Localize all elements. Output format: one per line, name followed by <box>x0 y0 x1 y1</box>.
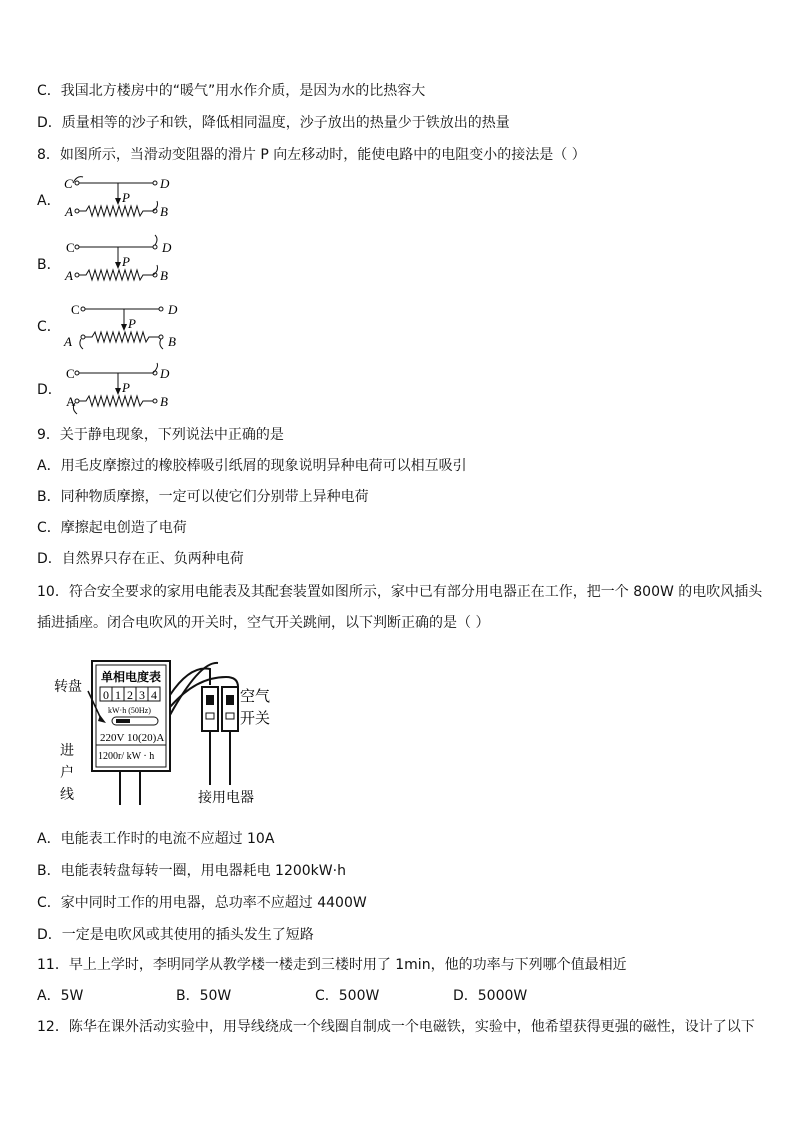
incoming-char: 进 <box>60 744 74 759</box>
digit: 0 <box>103 688 109 702</box>
q11-option-d: D．5000W <box>453 988 528 1004</box>
q10-option-d: D．一定是电吹风或其使用的插头发生了短路 <box>37 927 314 943</box>
rheostat-b <box>64 235 172 283</box>
q8-option-d-label: D． <box>37 382 62 398</box>
incoming-char: 线 <box>60 788 74 803</box>
terminal-b: B <box>168 334 176 349</box>
terminal-c: C <box>71 302 80 317</box>
terminal-d: D <box>160 366 170 381</box>
rheostat-d <box>66 363 170 414</box>
terminal-a: A <box>65 204 73 219</box>
q8-option-b-label: B． <box>37 257 61 273</box>
digit: 3 <box>139 688 145 702</box>
air-switch-label-2: 开关 <box>240 711 271 727</box>
q12-stem: 12．陈华在课外活动实验中，用导线绕成一个线圈自制成一个电磁铁，实验中，他希望获得更强的磁性，设计了以下 <box>37 1019 755 1035</box>
incoming-label <box>60 743 74 803</box>
terminal-b: B <box>160 204 168 219</box>
terminal-d: D <box>162 240 172 255</box>
terminal-c: C <box>66 240 75 255</box>
terminal-d: D <box>160 176 170 191</box>
meter-title: 单相电度表 <box>100 670 162 684</box>
rheostat-figures <box>60 170 190 420</box>
slider-p: P <box>122 380 130 395</box>
meter-digits <box>100 687 160 702</box>
q9-option-c: C．摩擦起电创造了电荷 <box>37 520 187 536</box>
load-label: 接用电器 <box>198 791 254 806</box>
q9-option-d: D．自然界只存在正、负两种电荷 <box>37 551 244 567</box>
meter-rating: 220V 10(20)A <box>100 732 165 744</box>
turntable-label: 转盘 <box>54 680 82 695</box>
q11-stem: 11．早上上学时，李明同学从教学楼一楼走到三楼时用了 1min，他的功率与下列哪个值最相近 <box>37 957 627 973</box>
q7-option-d: D．质量相等的沙子和铁，降低相同温度，沙子放出的热量少于铁放出的热量 <box>37 115 510 131</box>
terminal-b: B <box>160 394 168 409</box>
slider-p: P <box>122 254 130 269</box>
q11-option-c: C．500W <box>315 988 380 1004</box>
terminal-b: B <box>160 268 168 283</box>
q10-option-a: A．电能表工作时的电流不应超过 10A <box>37 831 275 847</box>
air-switch <box>202 687 238 731</box>
q10-option-c: C．家中同时工作的用电器，总功率不应超过 4400W <box>37 895 367 911</box>
slider-p: P <box>122 190 130 205</box>
terminal-a: A <box>66 394 76 409</box>
q10-stem-line1: 10．符合安全要求的家用电能表及其配套装置如图所示，家中已有部分用电器正在工作，把一个 800W 的电吹风插头 <box>37 584 763 600</box>
q8-option-c-label: C． <box>37 319 61 335</box>
slider-p: P <box>128 316 136 331</box>
q9-option-b: B．同种物质摩擦，一定可以使它们分别带上异种电荷 <box>37 489 369 505</box>
q8-option-a-label: A． <box>37 193 61 209</box>
terminal-a: A <box>64 334 72 349</box>
terminal-a: A <box>65 268 73 283</box>
terminal-d: D <box>168 302 178 317</box>
meter-unit: kW·h (50Hz) <box>108 706 151 715</box>
q10-option-b: B．电能表转盘每转一圈，用电器耗电 1200kW·h <box>37 863 346 879</box>
air-switch-label-1: 空气 <box>240 689 271 705</box>
q7-option-c: C．我国北方楼房中的“暖气”用水作介质，是因为水的比热容大 <box>37 83 426 99</box>
meter-constant: 1200r/ kW · h <box>98 751 155 762</box>
digit: 1 <box>115 688 121 702</box>
rheostat-a <box>64 176 170 219</box>
digit: 4 <box>151 688 157 702</box>
electric-meter-figure <box>50 655 290 815</box>
q9-stem: 9．关于静电现象，下列说法中正确的是 <box>37 427 284 443</box>
rheostat-c <box>63 302 178 349</box>
terminal-c: C <box>64 176 73 191</box>
incoming-char: 户 <box>60 766 74 781</box>
digit: 2 <box>127 688 133 702</box>
q10-stem-line2: 插进插座。闭合电吹风的开关时，空气开关跳闸，以下判断正确的是（ ） <box>37 615 490 631</box>
q9-option-a: A．用毛皮摩擦过的橡胶棒吸引纸屑的现象说明异种电荷可以相互吸引 <box>37 458 467 474</box>
q8-stem: 8．如图所示，当滑动变阻器的滑片 P 向左移动时，能使电路中的电阻变小的接法是（ ） <box>37 147 586 163</box>
q11-option-b: B．50W <box>176 988 232 1004</box>
terminal-c: C <box>66 366 75 381</box>
q11-option-a: A．5W <box>37 988 84 1004</box>
